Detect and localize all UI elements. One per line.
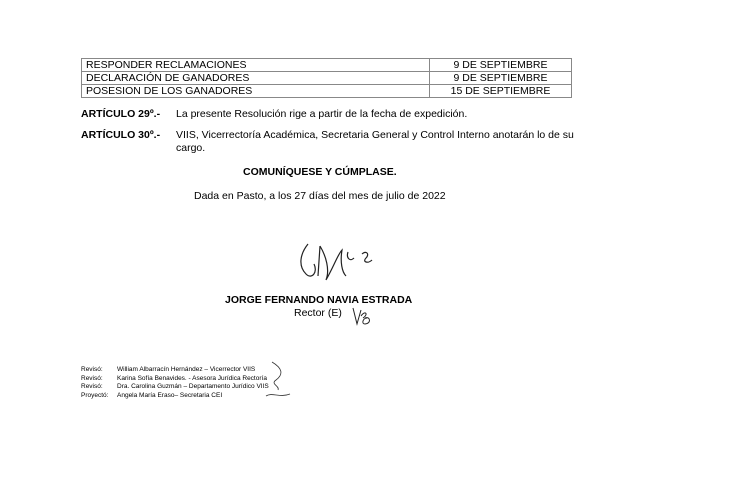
footer-initials-image xyxy=(262,360,294,400)
article-30-text: VIIS, Vicerrectoría Académica, Secretaria General y Control Interno anotarán lo de su cargo. xyxy=(176,129,574,154)
issue-place-date: Dada en Pasto, a los 27 días del mes de julio de 2022 xyxy=(194,190,446,202)
schedule-activity: DECLARACIÓN DE GANADORES xyxy=(82,72,430,85)
schedule-table xyxy=(81,58,572,98)
review-value: William Albarracín Hernández – Vicerrector VIIS xyxy=(117,366,256,373)
table-row xyxy=(82,72,572,85)
article-30-label: ARTÍCULO 30º.- xyxy=(81,129,161,141)
review-value: Angela María Eraso– Secretaria CEI xyxy=(117,391,223,399)
signer-name: JORGE FERNANDO NAVIA ESTRADA xyxy=(225,294,413,306)
schedule-date: 9 DE SEPTIEMBRE xyxy=(430,59,572,72)
schedule-date: 9 DE SEPTIEMBRE xyxy=(430,72,572,85)
closing-statement: COMUNÍQUESE Y CÚMPLASE. xyxy=(243,166,397,178)
review-value: Karina Sofía Benavides. - Asesora Jurídica Rectoría xyxy=(117,374,267,382)
review-label: Proyectó: xyxy=(81,391,109,399)
table-row xyxy=(82,59,572,72)
article-29-label: ARTÍCULO 29º.- xyxy=(81,108,161,120)
schedule-activity: RESPONDER RECLAMACIONES xyxy=(82,59,430,72)
article-29-text: La presente Resolución rige a partir de la fecha de expedición. xyxy=(176,108,468,120)
signer-role: Rector (E) xyxy=(294,307,342,319)
initials-image xyxy=(351,306,373,326)
schedule-date: 15 DE SEPTIEMBRE xyxy=(430,85,572,98)
table-row xyxy=(82,85,572,98)
review-label: Revisó: xyxy=(81,383,103,390)
signature-image xyxy=(296,236,386,292)
review-label: Revisó: xyxy=(81,366,103,373)
review-value: Dra. Carolina Guzmán – Departamento Jurídico VIIS xyxy=(117,383,269,390)
schedule-activity: POSESION DE LOS GANADORES xyxy=(82,85,430,98)
review-label: Revisó: xyxy=(81,374,103,382)
